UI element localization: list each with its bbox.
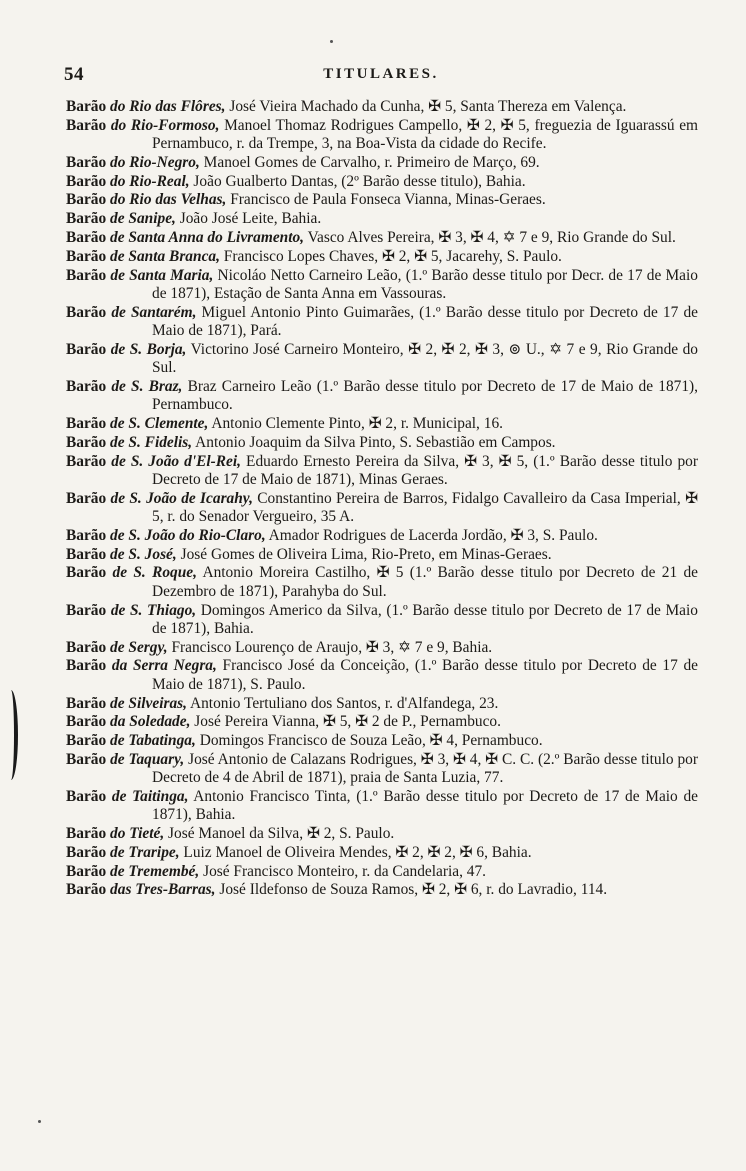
entry-title: de S. José, <box>110 545 177 563</box>
entry-title: de Santa Branca, <box>110 247 220 265</box>
entry-label: Barão <box>66 433 107 451</box>
entry-title: de Santarém, <box>111 303 197 321</box>
entry-title: de S. João de Icarahy, <box>110 489 253 507</box>
entry-list <box>66 98 698 900</box>
entry-title: de Santa Maria, <box>110 266 214 284</box>
entry-text: Francisco Lopes Chaves, ✠ 2, ✠ 5, Jacarehy, S. Paulo. <box>219 247 562 265</box>
entry <box>66 881 698 899</box>
entry-title: do Rio das Velhas, <box>110 191 227 209</box>
entry <box>66 267 698 304</box>
entry-text: Victorino José Carneiro Monteiro, ✠ 2, ✠ 2, ✠ 3, ⊚ U., ✡ 7 e 9, Rio Grande do Sul. <box>152 340 698 377</box>
entry-label: Barão <box>66 210 107 228</box>
entry-label: Barão <box>66 172 107 190</box>
entry-text: Domingos Francisco de Souza Leão, ✠ 4, Pernambuco. <box>195 732 543 750</box>
entry-title: de S. Thiago, <box>110 601 197 619</box>
entry-text: Domingos Americo da Silva, (1.º Barão desse titulo por Decreto de 17 de Maio de 1871), Bahia. <box>152 601 698 637</box>
entry-label: Barão <box>66 843 107 861</box>
entry <box>66 117 698 154</box>
entry <box>66 751 698 788</box>
entry <box>66 191 698 209</box>
entry-label: Barão <box>66 340 107 358</box>
entry-text: Vasco Alves Pereira, ✠ 3, ✠ 4, ✡ 7 e 9, Rio Grande do Sul. <box>304 229 676 247</box>
entry-label: Barão <box>66 638 107 656</box>
binding-mark <box>4 690 18 780</box>
entry-title: de S. Borja, <box>110 340 187 358</box>
entry-title: das Tres-Barras, <box>110 881 216 899</box>
entry-text: Nicoláo Netto Carneiro Leão, (1.º Barão desse titulo por Decr. de 17 de Maio de 1871), Estação de Santa Anna em Vassouras. <box>152 266 698 302</box>
entry <box>66 695 698 713</box>
entry-label: Barão <box>66 191 107 209</box>
entry-label: Barão <box>66 545 107 563</box>
entry <box>66 434 698 452</box>
entry-text: Braz Carneiro Leão (1.º Barão desse titulo por Decreto de 17 de Maio de 1871), Pernambuco. <box>152 377 698 414</box>
entry-label: Barão <box>66 153 107 171</box>
entry-label: Barão <box>66 415 107 433</box>
entry-label: Barão <box>66 489 107 507</box>
entry-text: Luiz Manoel de Oliveira Mendes, ✠ 2, ✠ 2, ✠ 6, Bahia. <box>179 843 532 861</box>
page-header <box>64 64 698 90</box>
entry <box>66 602 698 639</box>
entry <box>66 546 698 564</box>
entry-label: Barão <box>66 732 107 750</box>
entry <box>66 173 698 191</box>
entry-text: Francisco José da Conceição, (1.º Barão desse titulo por Decreto de 17 de Maio de 1871), S. Paulo. <box>152 657 698 693</box>
entry-label: Barão <box>66 452 107 470</box>
entry <box>66 98 698 116</box>
entry-label: Barão <box>66 377 107 395</box>
entry-title: de Taquary, <box>110 750 185 768</box>
entry <box>66 863 698 881</box>
entry-title: do Rio-Real, <box>110 172 190 190</box>
entry-title: de S. Clemente, <box>110 415 209 433</box>
entry <box>66 341 698 378</box>
entry-label: Barão <box>66 601 107 619</box>
entry-text: Antonio Tertuliano dos Santos, r. d'Alfandega, 23. <box>187 694 499 712</box>
entry-title: de Santa Anna do Livramento, <box>110 229 305 247</box>
entry <box>66 304 698 341</box>
entry-title: do Rio-Formoso, <box>110 116 220 134</box>
entry-text: Antonio Joaquim da Silva Pinto, S. Sebastião em Campos. <box>192 433 556 451</box>
entry-text: Francisco Lourenço de Araujo, ✠ 3, ✡ 7 e 9, Bahia. <box>167 638 493 656</box>
speck <box>38 1120 41 1123</box>
entry-label: Barão <box>66 694 107 712</box>
entry-text: José Francisco Monteiro, r. da Candelaria, 47. <box>199 862 487 880</box>
entry-text: João Gualberto Dantas, (2º Barão desse titulo), Bahia. <box>189 172 526 190</box>
entry-title: de Silveiras, <box>110 694 187 712</box>
entry-text: Eduardo Ernesto Pereira da Silva, ✠ 3, ✠ 5, (1.º Barão desse titulo por Decreto de 17 de Maio de 1871), Minas Geraes. <box>152 452 698 488</box>
entry-title: de Tabatinga, <box>110 732 196 750</box>
entry-label: Barão <box>66 526 107 544</box>
page-number: 54 <box>64 64 84 85</box>
entry-label: Barão <box>66 98 107 115</box>
speck <box>330 40 333 43</box>
entry-label: Barão <box>66 303 107 321</box>
entry-label: Barão <box>66 862 107 880</box>
entry-text: José Antonio de Calazans Rodrigues, ✠ 3, ✠ 4, ✠ C. C. (2.º Barão desse titulo por Decreto de 4 de Abril de 1871), praia de Santa Luzia, 77. <box>152 750 698 787</box>
entry-label: Barão <box>66 713 107 731</box>
entry <box>66 248 698 266</box>
entry-title: de S. Fidelis, <box>110 433 193 451</box>
entry-label: Barão <box>66 266 107 284</box>
entry <box>66 490 698 527</box>
entry-title: de Taitinga, <box>111 787 189 805</box>
entry <box>66 732 698 750</box>
entry <box>66 657 698 694</box>
entry-text: Constantino Pereira de Barros, Fidalgo Cavalleiro da Casa Imperial, ✠ 5, r. do Senador Vergueiro, 35 A. <box>152 489 698 526</box>
entry <box>66 229 698 247</box>
entry <box>66 527 698 545</box>
entry <box>66 639 698 657</box>
entry-title: de S. João d'El-Rei, <box>111 452 241 470</box>
entry-text: Francisco de Paula Fonseca Vianna, Minas-Geraes. <box>226 191 546 209</box>
entry-text: Manoel Gomes de Carvalho, r. Primeiro de Março, 69. <box>199 153 540 171</box>
entry-text: Amador Rodrigues de Lacerda Jordão, ✠ 3, S. Paulo. <box>265 526 598 544</box>
entry-title: do Rio das Flôres, <box>110 98 226 115</box>
entry-text: Miguel Antonio Pinto Guimarães, (1.º Barão desse titulo por Decreto de 17 de Maio de 1871), Pará. <box>152 303 698 340</box>
entry <box>66 713 698 731</box>
entry-label: Barão <box>66 825 107 843</box>
entry-text: José Gomes de Oliveira Lima, Rio-Preto, em Minas-Geraes. <box>176 545 552 563</box>
entry-title: de Sergy, <box>110 638 168 656</box>
entry-text: José Vieira Machado da Cunha, ✠ 5, Santa Thereza em Valença. <box>225 98 627 115</box>
entry-text: João José Leite, Bahia. <box>175 210 322 228</box>
entry-label: Barão <box>66 657 107 675</box>
entry-title: do Rio-Negro, <box>110 153 200 171</box>
entry-title: do Tieté, <box>110 825 165 843</box>
entry <box>66 210 698 228</box>
entry <box>66 825 698 843</box>
entry <box>66 453 698 490</box>
entry <box>66 154 698 172</box>
entry-text: Antonio Moreira Castilho, ✠ 5 (1.º Barão desse titulo por Decreto de 21 de Dezembro de 1871), Parahyba do Sul. <box>152 564 698 600</box>
entry-label: Barão <box>66 229 107 247</box>
entry <box>66 415 698 433</box>
entry-text: Antonio Francisco Tinta, (1.º Barão desse titulo por Decreto de 17 de Maio de 1871), Bahia. <box>152 787 698 824</box>
entry-label: Barão <box>66 881 107 899</box>
entry-label: Barão <box>66 116 107 134</box>
entry <box>66 788 698 825</box>
entry-title: de Tremembé, <box>110 862 200 880</box>
entry-label: Barão <box>66 564 107 582</box>
entry <box>66 564 698 601</box>
entry-text: José Pereira Vianna, ✠ 5, ✠ 2 de P., Pernambuco. <box>190 713 501 731</box>
entry-label: Barão <box>66 750 107 768</box>
entry-text: Antonio Clemente Pinto, ✠ 2, r. Municipal, 16. <box>208 415 503 433</box>
entry <box>66 844 698 862</box>
running-title: TITULARES. <box>323 66 439 82</box>
entry-text: Manoel Thomaz Rodrigues Campello, ✠ 2, ✠ 5, freguezia de Iguarassú em Pernambuco, r. da Trempe, 3, na Boa-Vista da cidade do Recife. <box>152 116 698 153</box>
entry-title: da Soledade, <box>110 713 191 731</box>
entry-label: Barão <box>66 247 107 265</box>
entry-title: de S. Roque, <box>112 564 197 582</box>
entry-label: Barão <box>66 787 107 805</box>
entry-title: de S. Braz, <box>111 377 183 395</box>
entry-title: de Traripe, <box>110 843 180 861</box>
entry <box>66 378 698 415</box>
entry-text: José Ildefonso de Souza Ramos, ✠ 2, ✠ 6, r. do Lavradio, 114. <box>215 881 608 899</box>
entry-title: da Serra Negra, <box>111 657 217 675</box>
entry-title: de Sanipe, <box>110 210 176 228</box>
entry-text: José Manoel da Silva, ✠ 2, S. Paulo. <box>164 825 395 843</box>
entry-title: de S. João do Rio-Claro, <box>110 526 266 544</box>
